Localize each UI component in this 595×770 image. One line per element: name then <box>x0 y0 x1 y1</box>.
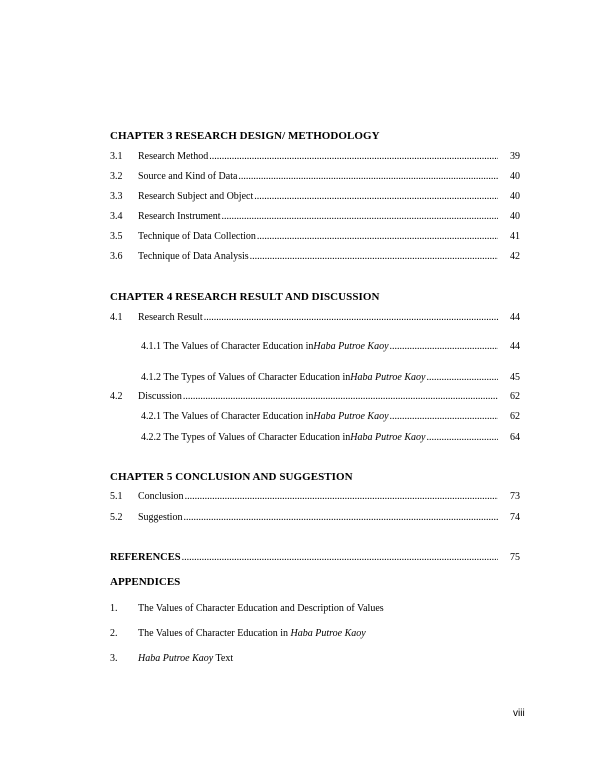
appendix-number: 1. <box>110 603 118 614</box>
entry-page: 42 <box>510 251 520 262</box>
entry-title-prefix: 4.2.1 The Values of Character Education in <box>141 411 314 422</box>
toc-entry-4-2[interactable] <box>0 390 595 404</box>
dot-leader <box>390 410 498 424</box>
entry-title: Research Method <box>138 151 209 162</box>
entry-page: 40 <box>510 171 520 182</box>
toc-entry-3-3[interactable] <box>0 190 595 204</box>
appendix-title-suffix: Text <box>213 653 234 664</box>
appendix-number: 3. <box>110 653 118 664</box>
entry-page: 44 <box>510 312 520 323</box>
appendix-title: The Values of Character Education and Description of Values <box>138 603 384 614</box>
entry-title: Source and Kind of Data <box>138 171 238 182</box>
entry-number: 4.2 <box>110 391 123 402</box>
entry-number: 3.2 <box>110 171 123 182</box>
entry-title-italic: Haba Putroe Kaoy <box>350 372 426 383</box>
dot-leader <box>238 170 498 184</box>
toc-entry-5-2[interactable] <box>0 511 595 525</box>
entry-title: Conclusion <box>138 491 184 502</box>
entry-title: Technique of Data Collection <box>138 231 256 242</box>
dot-leader <box>183 511 498 525</box>
page-number: viii <box>513 708 525 719</box>
entry-number: 3.3 <box>110 191 123 202</box>
entry-title-prefix: 4.2.2 The Types of Values of Character Education in <box>141 432 351 443</box>
dot-leader <box>426 431 498 445</box>
appendix-number: 2. <box>110 628 118 639</box>
toc-entry-4-1-1[interactable] <box>0 340 595 354</box>
toc-entry-4-2-1[interactable] <box>0 410 595 424</box>
entry-number: 3.5 <box>110 231 123 242</box>
appendix-item-2[interactable] <box>0 627 595 641</box>
entry-page: 45 <box>510 372 520 383</box>
entry-page: 40 <box>510 211 520 222</box>
chapter-5-heading: CHAPTER 5 CONCLUSION AND SUGGESTION <box>110 471 353 483</box>
entry-number: 5.2 <box>110 512 123 523</box>
dot-leader <box>257 230 498 244</box>
entry-page: 62 <box>510 391 520 402</box>
dot-leader <box>254 190 498 204</box>
entry-page: 41 <box>510 231 520 242</box>
entry-number: 4.1 <box>110 312 123 323</box>
entry-page: 64 <box>510 432 520 443</box>
appendix-item-3[interactable] <box>0 652 595 666</box>
entry-page: 44 <box>510 341 520 352</box>
toc-entry-4-2-2[interactable] <box>0 431 595 445</box>
entry-title: Discussion <box>138 391 182 402</box>
toc-entry-references[interactable] <box>0 551 595 565</box>
dot-leader <box>250 250 498 264</box>
entry-title-italic: Haba Putroe Kaoy <box>313 341 389 352</box>
entry-title-italic: Haba Putroe Kaoy <box>313 411 389 422</box>
appendix-title-italic: Haba Putroe Kaoy <box>290 628 366 639</box>
entry-title: Research Subject and Object <box>138 191 254 202</box>
dot-leader <box>221 210 498 224</box>
toc-entry-4-1[interactable] <box>0 311 595 325</box>
toc-entry-3-4[interactable] <box>0 210 595 224</box>
toc-entry-3-6[interactable] <box>0 250 595 264</box>
entry-title-prefix: 4.1.1 The Values of Character Education in <box>141 341 314 352</box>
entry-title-prefix: 4.1.2 The Types of Values of Character Education in <box>141 372 351 383</box>
toc-entry-3-1[interactable] <box>0 150 595 164</box>
dot-leader <box>426 371 498 385</box>
toc-entry-5-1[interactable] <box>0 490 595 504</box>
entry-title-italic: Haba Putroe Kaoy <box>350 432 426 443</box>
entry-page: 74 <box>510 512 520 523</box>
chapter-3-heading: CHAPTER 3 RESEARCH DESIGN/ METHODOLOGY <box>110 130 380 142</box>
toc-entry-3-2[interactable] <box>0 170 595 184</box>
appendices-heading: APPENDICES <box>110 576 181 588</box>
chapter-4-heading: CHAPTER 4 RESEARCH RESULT AND DISCUSSION <box>110 291 380 303</box>
entry-page: 39 <box>510 151 520 162</box>
dot-leader <box>209 150 498 164</box>
entry-page: 40 <box>510 191 520 202</box>
entry-page: 75 <box>510 552 520 563</box>
toc-entry-3-5[interactable] <box>0 230 595 244</box>
appendix-title-italic: Haba Putroe Kaoy <box>138 653 214 664</box>
appendix-title-prefix: The Values of Character Education in <box>138 628 291 639</box>
entry-title: Research Result <box>138 312 203 323</box>
dot-leader <box>390 340 498 354</box>
entry-title: Technique of Data Analysis <box>138 251 249 262</box>
appendix-item-1[interactable] <box>0 602 595 616</box>
entry-number: 3.1 <box>110 151 123 162</box>
toc-entry-4-1-2[interactable] <box>0 371 595 385</box>
entry-number: 3.6 <box>110 251 123 262</box>
entry-page: 73 <box>510 491 520 502</box>
dot-leader <box>204 311 498 325</box>
entry-number: 5.1 <box>110 491 123 502</box>
references-title: REFERENCES <box>110 552 181 563</box>
dot-leader <box>183 390 498 404</box>
dot-leader <box>185 490 498 504</box>
entry-number: 3.4 <box>110 211 123 222</box>
entry-title: Research Instrument <box>138 211 221 222</box>
dot-leader <box>182 551 498 565</box>
entry-page: 62 <box>510 411 520 422</box>
entry-title: Suggestion <box>138 512 183 523</box>
